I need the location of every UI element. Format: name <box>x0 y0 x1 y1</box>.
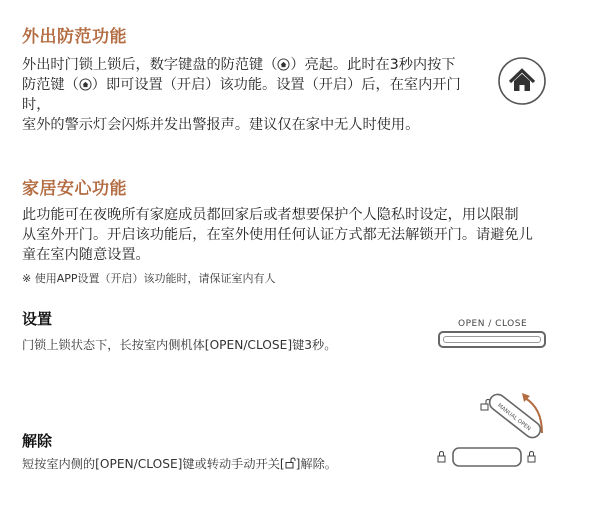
lock-icon-left <box>438 452 445 463</box>
manual-knob-closed <box>453 448 521 466</box>
home-safe-line-1: 此功能可在夜晚所有家庭成员都回家后或者想要保护个人隐私时设定，用以限制 <box>22 207 519 223</box>
setup-title: 设置 <box>22 310 53 328</box>
app-note: ※ 使用APP设置（开启）该功能时，请保证室内有人 <box>22 272 276 285</box>
manual-open-diagram <box>430 388 590 478</box>
section-title-home-safe-mode: 家居安心功能 <box>22 179 127 199</box>
release-title: 解除 <box>22 432 53 450</box>
away-mode-home-icon <box>497 56 547 106</box>
lock-icon-right <box>528 452 535 463</box>
home-safe-line-3: 童在室内随意设置。 <box>22 247 150 263</box>
setup-text: 门锁上锁状态下，长按室内侧机体[OPEN/CLOSE]键3秒。 <box>22 338 337 352</box>
home-shield-icon <box>277 58 290 71</box>
home-shield-icon <box>79 78 92 91</box>
manual-knob <box>486 391 543 441</box>
open-close-label: OPEN / CLOSE <box>458 319 528 329</box>
open-close-button <box>438 331 546 348</box>
away-mode-line-3: 室外的警示灯会闪烁并发出警报声。建议仅在家中无人时使用。 <box>22 117 420 133</box>
home-safe-line-2: 从室外开门。开启该功能后，在室外使用任何认证方式都无法解锁开门。请避免儿 <box>22 227 533 243</box>
away-mode-line-1: 外出时门锁上锁后，数字键盘的防范键（ ）亮起。此时在3秒内按下 <box>22 57 456 73</box>
release-text: 短按室内侧的[OPEN/CLOSE]键或转动手动开关[ ]解除。 <box>22 457 337 471</box>
home-safe-description <box>22 205 582 265</box>
away-mode-description <box>22 55 482 135</box>
unlock-small-icon <box>481 400 490 411</box>
section-title-away-mode: 外出防范功能 <box>22 27 127 47</box>
manual-open-label: MANUAL OPEN <box>495 402 532 433</box>
unlock-icon <box>285 457 296 469</box>
away-mode-line-2: 防范键（ ）即可设置（开启）该功能。设置（开启）后，在室内开门时， <box>22 77 461 113</box>
